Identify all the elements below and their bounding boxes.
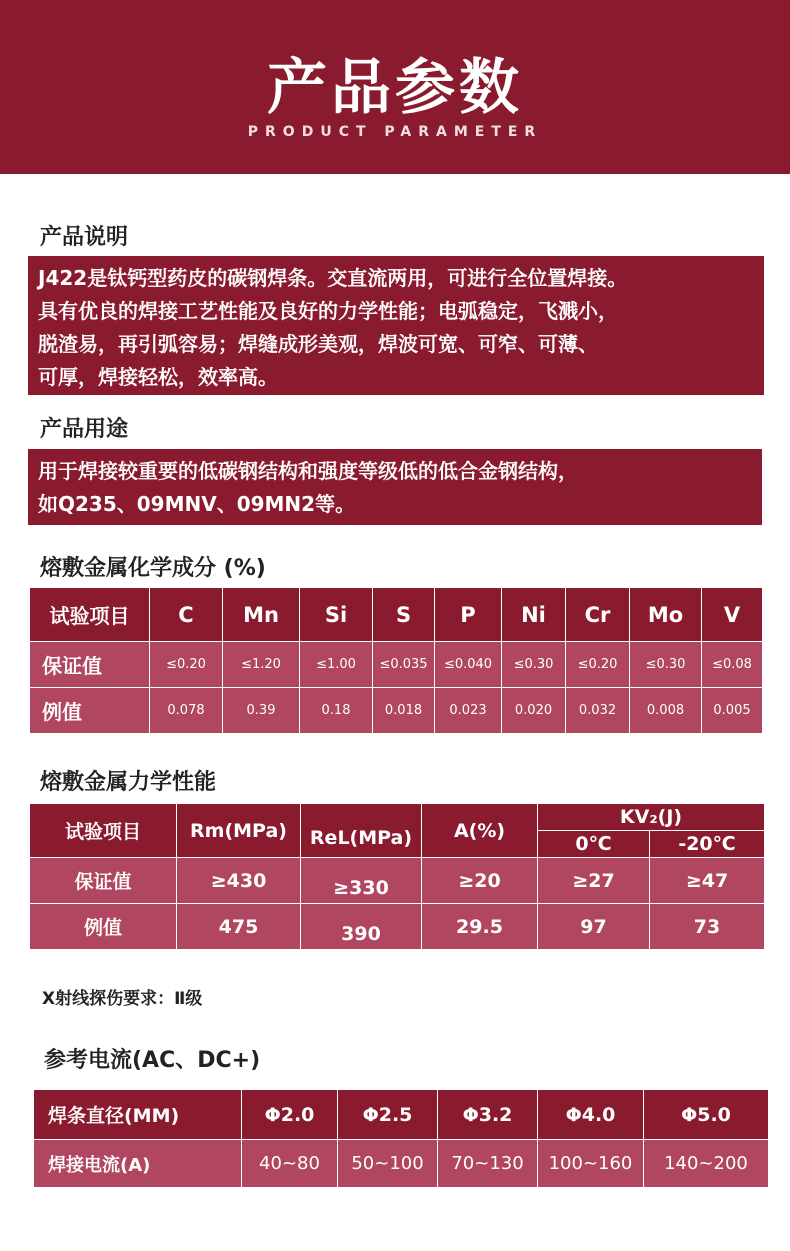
header-cell: Φ5.0 bbox=[644, 1090, 769, 1140]
header-cell: C bbox=[150, 588, 223, 642]
header-cell: Φ2.0 bbox=[242, 1090, 338, 1140]
table-cell: 0.18 bbox=[300, 688, 373, 734]
chemistry-table bbox=[29, 587, 763, 734]
description-line: 脱渣易，再引弧容易；焊缝成形美观，焊波可宽、可窄、可薄、 bbox=[38, 332, 598, 356]
table-row bbox=[30, 688, 763, 734]
header-cell: Ni bbox=[502, 588, 566, 642]
table-header-row bbox=[30, 804, 765, 831]
table-cell: ≤0.035 bbox=[373, 642, 435, 688]
row-label: 例值 bbox=[30, 688, 150, 734]
header-cell: V bbox=[702, 588, 763, 642]
table-cell: 50~100 bbox=[338, 1140, 438, 1188]
table-cell: 140~200 bbox=[644, 1140, 769, 1188]
description-line: J422是钛钙型药皮的碳钢焊条。交直流两用，可进行全位置焊接。 bbox=[38, 266, 628, 290]
table-header-row bbox=[34, 1090, 769, 1140]
table-cell: 0.078 bbox=[150, 688, 223, 734]
usage-title: 产品用途 bbox=[40, 417, 129, 442]
table-cell: ≤0.20 bbox=[566, 642, 630, 688]
header-cell: 试验项目 bbox=[30, 588, 150, 642]
usage-box bbox=[28, 449, 762, 525]
header-cell: Φ3.2 bbox=[438, 1090, 538, 1140]
table-cell: 0.023 bbox=[435, 688, 502, 734]
header-cell: Rm(MPa) bbox=[177, 804, 301, 858]
page-title: 产品参数 bbox=[267, 53, 523, 123]
header-cell: ReL(MPa) bbox=[301, 804, 422, 858]
header-cell: S bbox=[373, 588, 435, 642]
row-label: 焊条直径(MM) bbox=[34, 1090, 242, 1140]
header-cell: KV₂(J) bbox=[538, 804, 765, 831]
description-line: 具有优良的焊接工艺性能及良好的力学性能；电弧稳定，飞溅小， bbox=[38, 299, 618, 323]
mechanics-title: 熔敷金属力学性能 bbox=[40, 770, 217, 795]
table-row bbox=[34, 1140, 769, 1188]
table-cell: ≥330 bbox=[301, 858, 422, 904]
table-cell: 475 bbox=[177, 904, 301, 950]
header-cell: Si bbox=[300, 588, 373, 642]
description-title: 产品说明 bbox=[40, 225, 129, 250]
table-cell: ≥20 bbox=[422, 858, 538, 904]
table-row bbox=[30, 904, 765, 950]
table-cell: 29.5 bbox=[422, 904, 538, 950]
table-cell: 0.020 bbox=[502, 688, 566, 734]
header-cell: 试验项目 bbox=[30, 804, 177, 858]
mechanics-table bbox=[29, 803, 765, 950]
table-cell: ≤0.20 bbox=[150, 642, 223, 688]
header-cell: Φ2.5 bbox=[338, 1090, 438, 1140]
row-label: 焊接电流(A) bbox=[34, 1140, 242, 1188]
page-subtitle: PRODUCT PARAMETER bbox=[247, 124, 543, 140]
subheader-cell: -20℃ bbox=[650, 831, 765, 858]
row-label: 保证值 bbox=[30, 642, 150, 688]
table-cell: ≥47 bbox=[650, 858, 765, 904]
table-cell: 97 bbox=[538, 904, 650, 950]
row-label: 例值 bbox=[30, 904, 177, 950]
description-box bbox=[28, 256, 764, 395]
current-table bbox=[33, 1089, 769, 1188]
header-cell: P bbox=[435, 588, 502, 642]
table-cell: ≤1.20 bbox=[223, 642, 300, 688]
header-cell: Mo bbox=[630, 588, 702, 642]
header-cell: Cr bbox=[566, 588, 630, 642]
table-cell: ≤0.040 bbox=[435, 642, 502, 688]
table-cell: ≤0.30 bbox=[502, 642, 566, 688]
usage-line: 如Q235、09MNV、09MN2等。 bbox=[38, 492, 356, 516]
subheader-cell: 0℃ bbox=[538, 831, 650, 858]
table-cell: 0.032 bbox=[566, 688, 630, 734]
table-cell: ≤0.30 bbox=[630, 642, 702, 688]
table-cell: ≥27 bbox=[538, 858, 650, 904]
table-cell: ≤1.00 bbox=[300, 642, 373, 688]
header-cell: A(%) bbox=[422, 804, 538, 858]
table-cell: 0.018 bbox=[373, 688, 435, 734]
row-label: 保证值 bbox=[30, 858, 177, 904]
header-cell: Mn bbox=[223, 588, 300, 642]
table-cell: ≥430 bbox=[177, 858, 301, 904]
xray-note: X射线探伤要求：Ⅱ级 bbox=[42, 989, 203, 1009]
table-row bbox=[30, 858, 765, 904]
header-cell: Φ4.0 bbox=[538, 1090, 644, 1140]
usage-line: 用于焊接较重要的低碳钢结构和强度等级低的低合金钢结构， bbox=[38, 459, 578, 483]
table-cell: 40~80 bbox=[242, 1140, 338, 1188]
table-cell: 73 bbox=[650, 904, 765, 950]
header-banner bbox=[0, 0, 790, 174]
table-cell: ≤0.08 bbox=[702, 642, 763, 688]
chemistry-title: 熔敷金属化学成分 (%) bbox=[40, 556, 266, 581]
table-row bbox=[30, 642, 763, 688]
table-cell: 0.39 bbox=[223, 688, 300, 734]
table-cell: 390 bbox=[301, 904, 422, 950]
table-cell: 0.008 bbox=[630, 688, 702, 734]
current-title: 参考电流(AC、DC+) bbox=[44, 1048, 261, 1073]
table-cell: 0.005 bbox=[702, 688, 763, 734]
table-header-row bbox=[30, 588, 763, 642]
description-line: 可厚，焊接轻松，效率高。 bbox=[38, 365, 278, 389]
table-cell: 100~160 bbox=[538, 1140, 644, 1188]
table-cell: 70~130 bbox=[438, 1140, 538, 1188]
